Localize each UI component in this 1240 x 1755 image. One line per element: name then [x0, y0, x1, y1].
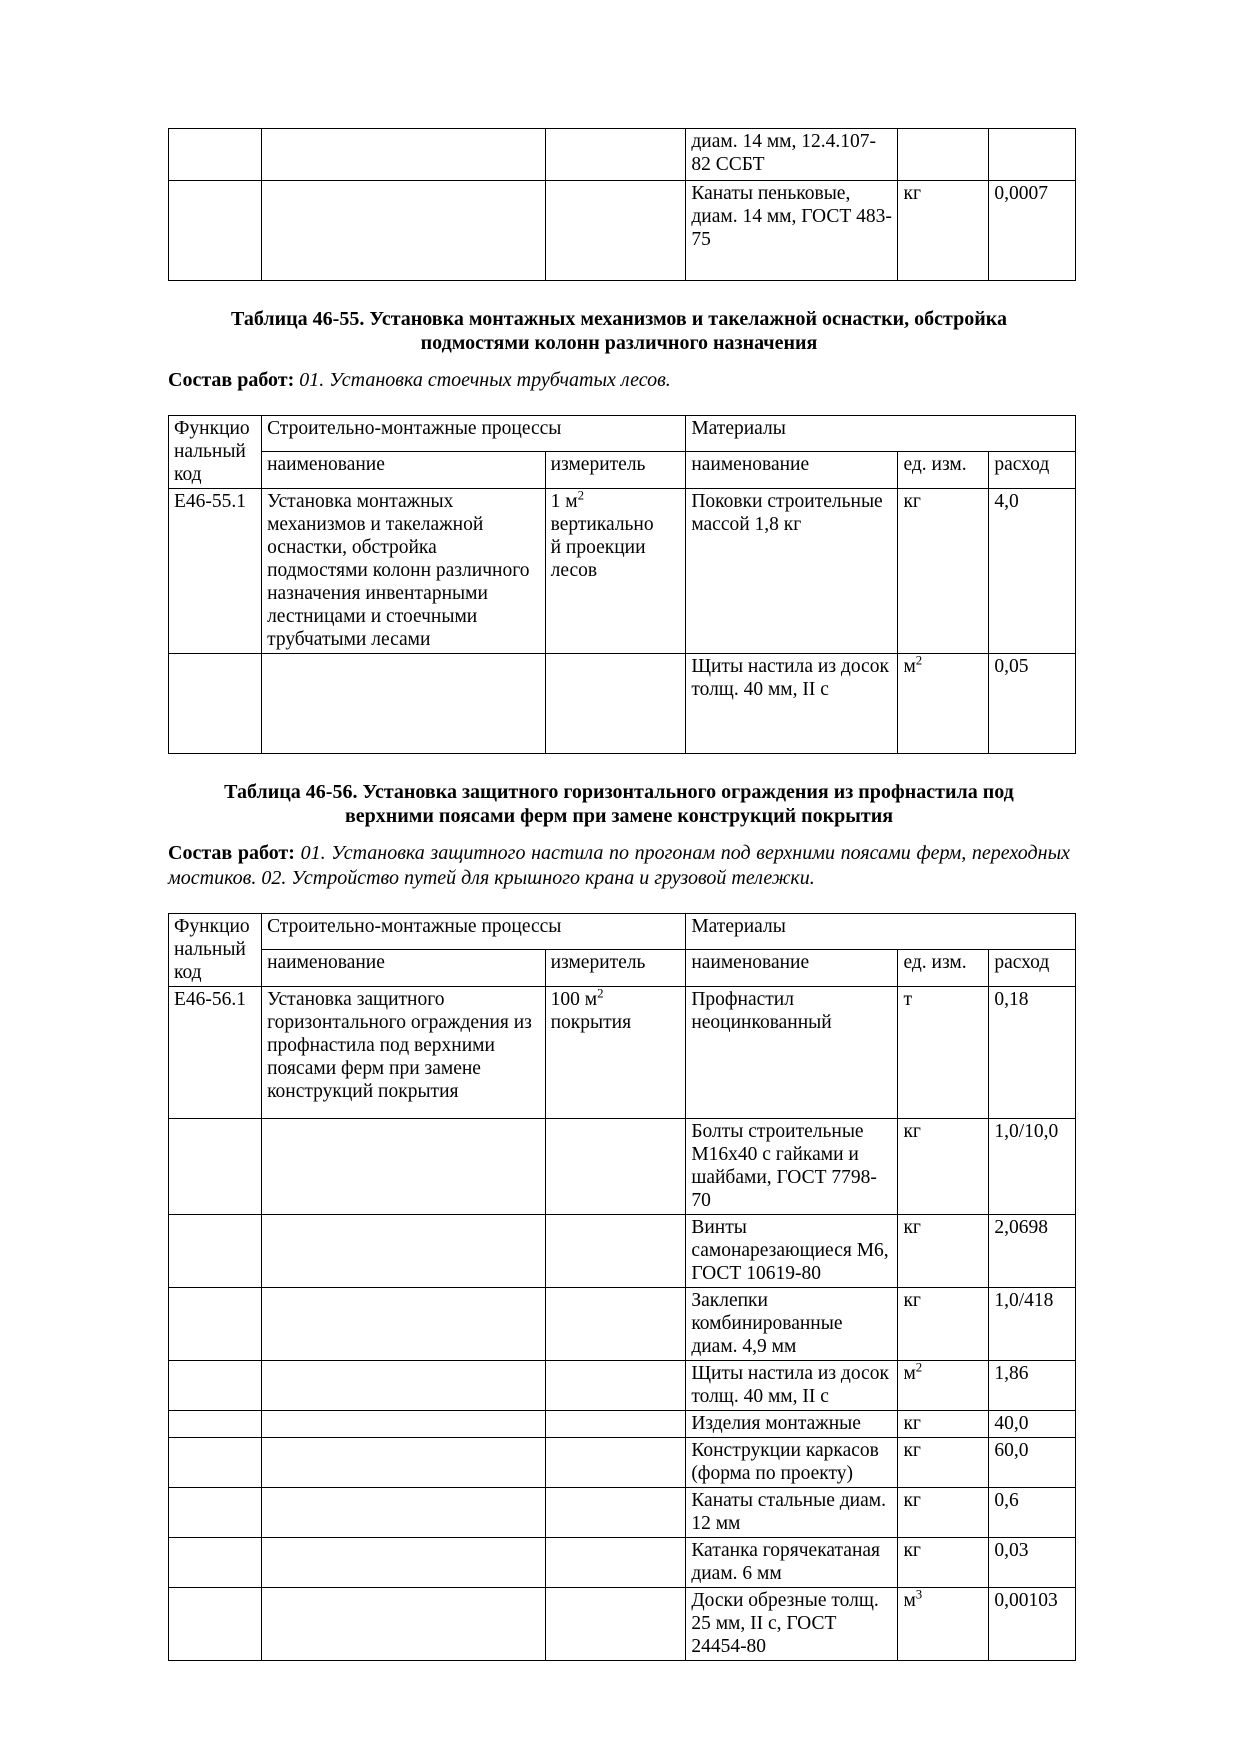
- unit-superscript: 3: [915, 1587, 923, 1602]
- cell-process-name: [262, 653, 546, 753]
- table-46-55-works: [168, 368, 1070, 393]
- cell-unit: [898, 488, 989, 653]
- cell-rate: 0,6: [989, 1487, 1076, 1537]
- cell-measure: [545, 1287, 686, 1360]
- cell-material-name: Изделия монтажные: [686, 1410, 898, 1437]
- table-row: [169, 1214, 1076, 1287]
- unit-text: м: [903, 655, 916, 677]
- works-text: 01. Установка защитного настила по прогонам под верхними поясами ферм, переходных мостиков. 02. Устройство путей для крышного крана и грузовой тележки.: [168, 841, 1070, 889]
- works-text: 01. Установка стоечных трубчатых лесов.: [299, 368, 671, 391]
- works-label: Состав работ:: [168, 368, 295, 391]
- cell-material-name: Щиты настила из досок толщ. 40 мм, II с: [686, 653, 898, 753]
- unit-text: кг: [903, 1412, 921, 1434]
- spacer: [168, 356, 1070, 368]
- table-header-row-sub: [169, 452, 1076, 489]
- table-46-56-caption: Таблица 46-56. Установка защитного горизонтального ограждения из профнастила под верхними поясами ферм при замене конструкций покрытия: [224, 780, 1014, 828]
- spacer: [168, 281, 1070, 307]
- table-header-row-group: [169, 415, 1076, 452]
- cell-code: [169, 1118, 262, 1214]
- unit-text: кг: [903, 1539, 921, 1561]
- table-46-55-caption: Таблица 46-55. Установка монтажных механизмов и такелажной оснастки, обстройка подмостями колонн различного назначения: [231, 308, 1007, 355]
- cell-rate: 4,0: [989, 488, 1076, 653]
- measure-line-1: 100 м: [550, 988, 598, 1010]
- header-sub-measure: измеритель: [545, 950, 686, 987]
- cell-code: [169, 653, 262, 753]
- unit-text: т: [903, 988, 912, 1010]
- table-row: [169, 129, 1076, 181]
- cell-measure: [545, 1214, 686, 1287]
- cell-code: [169, 1360, 262, 1410]
- cell-process-name: [262, 1410, 546, 1437]
- cell-measure: [545, 1587, 686, 1660]
- cell-unit: [898, 1587, 989, 1660]
- cell-rate: 1,0/418: [989, 1287, 1076, 1360]
- spacer: [168, 393, 1070, 415]
- cell-rate: 0,05: [989, 653, 1076, 753]
- spacer: [168, 891, 1070, 913]
- cell-unit: [898, 1487, 989, 1537]
- header-code-line-3: код: [174, 961, 202, 983]
- cell-process-name: [262, 1118, 546, 1214]
- cell-measure: [545, 181, 686, 281]
- table-46-56: [168, 913, 1076, 1661]
- table-row: [169, 1437, 1076, 1487]
- cell-unit: [898, 1287, 989, 1360]
- cell-process-name: [262, 1487, 546, 1537]
- cell-process-name: [262, 1537, 546, 1587]
- unit-text: кг: [903, 1489, 921, 1511]
- header-code-line-1: Функцио: [174, 915, 250, 937]
- measure-line-2: вертикально: [550, 513, 654, 535]
- cell-rate: 1,0/10,0: [989, 1118, 1076, 1214]
- header-sub-material-name: наименование: [686, 452, 898, 489]
- header-code-line-1: Функцио: [174, 417, 250, 439]
- unit-superscript: 2: [915, 653, 923, 668]
- cell-unit: [898, 1437, 989, 1487]
- cell-material-name: Канаты стальные диам. 12 мм: [686, 1487, 898, 1537]
- table-row: [169, 488, 1076, 653]
- cell-rate: 0,03: [989, 1537, 1076, 1587]
- cell-process-name: [262, 181, 546, 281]
- cell-code: [169, 129, 262, 181]
- table-header-row-group: [169, 913, 1076, 950]
- cell-measure: [545, 1360, 686, 1410]
- table-row: [169, 653, 1076, 753]
- cell-material-name: Канаты пеньковые, диам. 14 мм, ГОСТ 483-75: [686, 181, 898, 281]
- cell-measure: [545, 488, 686, 653]
- cell-measure: [545, 986, 686, 1118]
- cell-unit: кг: [898, 181, 989, 281]
- measure-line-3: й проекции: [550, 536, 646, 558]
- cell-process-name: Установка защитного горизонтального ограждения из профнастила под верхними поясами ферм при замене конструкций покрытия: [262, 986, 546, 1118]
- continued-table: [168, 128, 1076, 281]
- cell-rate: [989, 129, 1076, 181]
- cell-rate: 60,0: [989, 1437, 1076, 1487]
- header-group-processes: Строительно-монтажные процессы: [262, 913, 686, 950]
- unit-text: кг: [903, 1439, 921, 1461]
- header-sub-rate: расход: [989, 452, 1076, 489]
- works-label: Состав работ:: [168, 841, 295, 864]
- table-row: [169, 1487, 1076, 1537]
- header-code-line-3: код: [174, 463, 202, 485]
- cell-code: [169, 181, 262, 281]
- header-sub-unit: ед. изм.: [898, 950, 989, 987]
- cell-unit: [898, 1360, 989, 1410]
- measure-line-1: 1 м: [550, 490, 578, 512]
- header-code-line-2: нальный: [174, 938, 246, 960]
- cell-measure: [545, 129, 686, 181]
- table-row: [169, 1118, 1076, 1214]
- table-row: [169, 1537, 1076, 1587]
- table-row: [169, 1287, 1076, 1360]
- unit-text: кг: [903, 1289, 921, 1311]
- header-functional-code: [169, 913, 262, 986]
- header-group-materials: Материалы: [686, 913, 1076, 950]
- cell-process-name: [262, 1214, 546, 1287]
- cell-material-name: Конструкции каркасов (форма по проекту): [686, 1437, 898, 1487]
- cell-rate: 0,0007: [989, 181, 1076, 281]
- cell-measure: [545, 1487, 686, 1537]
- cell-unit: [898, 1410, 989, 1437]
- cell-unit: [898, 129, 989, 181]
- cell-material-name: Поковки строительные массой 1,8 кг: [686, 488, 898, 653]
- table-header-row-sub: [169, 950, 1076, 987]
- cell-code: [169, 1487, 262, 1537]
- table-row: [169, 1587, 1076, 1660]
- cell-code: [169, 1287, 262, 1360]
- unit-text: кг: [903, 1120, 921, 1142]
- header-code-line-2: нальный: [174, 440, 246, 462]
- cell-material-name: Щиты настила из досок толщ. 40 мм, II с: [686, 1360, 898, 1410]
- unit-text: кг: [903, 490, 921, 512]
- cell-unit: [898, 1118, 989, 1214]
- cell-measure: [545, 1537, 686, 1587]
- header-sub-process-name: наименование: [262, 950, 546, 987]
- cell-rate: 2,0698: [989, 1214, 1076, 1287]
- cell-rate: 0,00103: [989, 1587, 1076, 1660]
- cell-rate: 0,18: [989, 986, 1076, 1118]
- cell-measure: [545, 1410, 686, 1437]
- table-46-55: [168, 415, 1076, 754]
- table-row: [169, 986, 1076, 1118]
- cell-process-name: [262, 129, 546, 181]
- cell-code: [169, 1410, 262, 1437]
- cell-code: Е46-56.1: [169, 986, 262, 1118]
- header-sub-material-name: наименование: [686, 950, 898, 987]
- cell-material-name: Заклепки комбинированные диам. 4,9 мм: [686, 1287, 898, 1360]
- cell-process-name: [262, 1437, 546, 1487]
- measure-line-2: покрытия: [550, 1011, 632, 1033]
- cell-material-name: диам. 14 мм, 12.4.107-82 ССБТ: [686, 129, 898, 181]
- cell-unit: [898, 1214, 989, 1287]
- cell-code: [169, 1587, 262, 1660]
- header-sub-unit: ед. изм.: [898, 452, 989, 489]
- header-sub-rate: расход: [989, 950, 1076, 987]
- cell-process-name: [262, 1587, 546, 1660]
- header-functional-code: [169, 415, 262, 488]
- cell-material-name: Винты самонарезающиеся М6, ГОСТ 10619-80: [686, 1214, 898, 1287]
- table-row: [169, 1360, 1076, 1410]
- table-46-56-works: [168, 841, 1070, 891]
- cell-unit: [898, 986, 989, 1118]
- cell-material-name: Катанка горячекатаная диам. 6 мм: [686, 1537, 898, 1587]
- cell-rate: 1,86: [989, 1360, 1076, 1410]
- cell-rate: 40,0: [989, 1410, 1076, 1437]
- cell-material-name: Доски обрезные толщ. 25 мм, II с, ГОСТ 24454-80: [686, 1587, 898, 1660]
- cell-measure: [545, 653, 686, 753]
- cell-code: [169, 1537, 262, 1587]
- unit-text: м: [903, 1362, 916, 1384]
- cell-process-name: Установка монтажных механизмов и такелажной оснастки, обстройка подмостями колонн различного назначения инвентарными лестницами и стоечными трубчатыми лесами: [262, 488, 546, 653]
- header-group-materials: Материалы: [686, 415, 1076, 452]
- cell-code: Е46-55.1: [169, 488, 262, 653]
- unit-text: кг: [903, 1216, 921, 1238]
- cell-material-name: Болты строительные М16х40 с гайками и шайбами, ГОСТ 7798-70: [686, 1118, 898, 1214]
- header-group-processes: Строительно-монтажные процессы: [262, 415, 686, 452]
- header-sub-process-name: наименование: [262, 452, 546, 489]
- cell-material-name: Профнастил неоцинкованный: [686, 986, 898, 1118]
- cell-code: [169, 1437, 262, 1487]
- table-row: [169, 1410, 1076, 1437]
- cell-measure: [545, 1437, 686, 1487]
- spacer: [168, 754, 1070, 780]
- unit-superscript: 2: [915, 1360, 923, 1375]
- cell-process-name: [262, 1360, 546, 1410]
- cell-unit: [898, 653, 989, 753]
- cell-process-name: [262, 1287, 546, 1360]
- unit-text: м: [903, 1589, 916, 1611]
- cell-measure: [545, 1118, 686, 1214]
- measure-line-4: лесов: [550, 559, 598, 581]
- cell-code: [169, 1214, 262, 1287]
- header-sub-measure: измеритель: [545, 452, 686, 489]
- spacer: [168, 829, 1070, 841]
- measure-superscript: 2: [597, 986, 604, 1001]
- table-row: [169, 181, 1076, 281]
- cell-unit: [898, 1537, 989, 1587]
- measure-superscript: 2: [577, 488, 585, 503]
